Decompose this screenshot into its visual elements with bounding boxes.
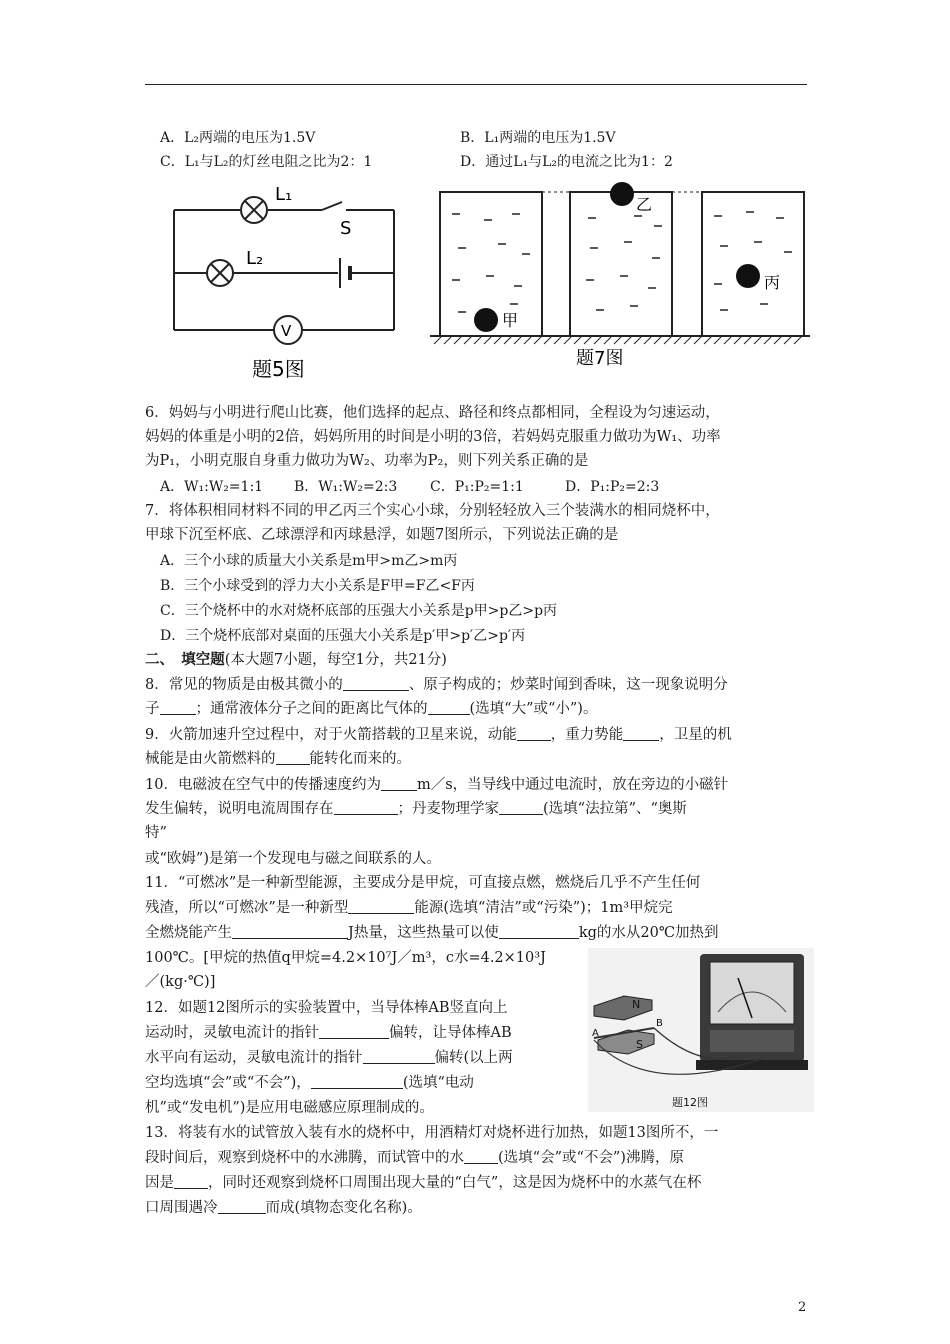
label-bing: 丙 (764, 273, 781, 292)
q13-text: (选填“会”或“不会”)沸腾，原 (498, 1150, 684, 1166)
q9-text: ，重力势能 (550, 727, 624, 743)
q11-blank-1[interactable] (348, 899, 414, 914)
beakers-diagram-fig7 (430, 176, 810, 376)
q7-option-d: D．三个烧杯底部对桌面的压强大小关系是p′甲>p′乙>p′丙 (160, 628, 526, 644)
q5-option-c: C．L₁与L₂的灯丝电阻之比为2：1 (160, 154, 373, 170)
q7-option-c: C．三个烧杯中的水对烧杯底部的压强大小关系是p甲>p乙>p丙 (160, 603, 558, 619)
header-rule (145, 84, 807, 85)
q10-text: ；丹麦物理学家 (397, 801, 499, 817)
q11-text: J热量，这些热量可以使 (348, 925, 499, 941)
q10-blank-1[interactable] (381, 776, 417, 791)
q9-text: 9．火箭加速升空过程中，对于火箭搭载的卫星来说，动能 (145, 727, 517, 743)
q7-line-1: 7．将体积相同材料不同的甲乙丙三个实心小球，分别轻轻放入三个装满水的相同烧杯中， (145, 503, 720, 519)
switch-label: S (340, 218, 352, 239)
q6-line-1: 6．妈妈与小明进行爬山比赛，他们选择的起点、路径和终点都相同，全程设为匀速运动， (145, 405, 720, 421)
q7-option-a: A．三个小球的质量大小关系是m甲>m乙>m丙 (160, 553, 458, 569)
q8-text: ；通常液体分子之间的距离比气体的 (195, 701, 428, 717)
q6-line-2: 妈妈的体重是小明的2倍，妈妈所用的时间是小明的3倍，若妈妈克服重力做功为W₁、功率 (145, 429, 721, 445)
section-2-heading (145, 650, 447, 670)
q10-text: 10．电磁波在空气中的传播速度约为 (145, 777, 381, 793)
q11-blank-3[interactable] (499, 924, 579, 939)
q10-blank-2[interactable] (334, 800, 398, 815)
q10-line-3: 特” (145, 825, 167, 841)
q8-blank-2[interactable] (160, 700, 196, 715)
q11-blank-2[interactable] (232, 924, 348, 939)
q12-text: 偏转，让导体棒AB (389, 1025, 512, 1041)
q6-option-a: A．W₁:W₂=1:1 (160, 479, 264, 495)
q13-text: 口周围遇冷 (145, 1200, 218, 1216)
q11-text: 能源(选填“清洁”或“污染”)；1m³甲烷完 (414, 900, 673, 916)
voltmeter-label: V (281, 322, 292, 340)
q12-blank-2[interactable] (363, 1049, 435, 1064)
fig7-caption: 题7图 (576, 348, 624, 369)
q10-line-4: 或“欧姆”)是第一个发现电与磁之间联系的人。 (145, 851, 441, 867)
q6-option-d: D．P₁:P₂=2:3 (565, 479, 660, 495)
q6-option-b: B．W₁:W₂=2:3 (294, 479, 398, 495)
q13-line-1: 13．将装有水的试管放入装有水的烧杯中，用酒精灯对烧杯进行加热，如题13图所不，一 (145, 1125, 719, 1141)
q9-blank-2[interactable] (623, 726, 659, 741)
page-number: 2 (798, 1300, 807, 1315)
q12-text: 空均选填“会”或“不会”)， (145, 1075, 311, 1091)
q12-text: 水平向有运动，灵敏电流计的指针 (145, 1050, 363, 1066)
q7-line-2: 甲球下沉至杯底、乙球漂浮和丙球悬浮，如题7图所示，下列说法正确的是 (145, 527, 619, 543)
q10-text: (选填“法拉第”、“奥斯 (543, 801, 687, 817)
q13-line-2 (145, 1148, 684, 1168)
ball-bing (736, 264, 760, 288)
q9-text: 能转化而来的。 (309, 751, 411, 767)
q10-line-1 (145, 775, 728, 795)
q9-line-2 (145, 749, 411, 769)
label-yi: 乙 (636, 195, 653, 214)
q13-text: ，同时还观察到烧杯口周围出现大量的“白气”，这是因为烧杯中的水蒸气在杯 (208, 1175, 702, 1191)
q8-blank-3[interactable] (428, 700, 470, 715)
label-jia: 甲 (502, 311, 519, 330)
l1-label: L₁ (275, 184, 293, 205)
fig12-caption: 题12图 (672, 1096, 708, 1109)
q10-line-2 (145, 799, 687, 819)
q11-line-1: 11．“可燃冰”是一种新型能源，主要成分是甲烷，可直接点燃，燃烧后几乎不产生任何 (145, 875, 701, 891)
q8-blank-1[interactable] (343, 676, 409, 691)
q11-line-4: 100℃。[甲烷的热值q甲烷=4.2×10⁷J／m³，c水=4.2×10³J (145, 950, 546, 966)
q9-text: ，卫星的机 (659, 727, 732, 743)
q8-text: 、原子构成的；炒菜时闻到香味，这一现象说明分 (408, 677, 728, 693)
q12-line-5: 机”或“发电机”)是应用电磁感应原理制成的。 (145, 1100, 434, 1116)
q12-blank-3[interactable] (311, 1074, 403, 1089)
q12-text: (选填“电动 (402, 1075, 474, 1091)
q8-line-1 (145, 675, 728, 695)
rod-b-label: B (656, 1018, 663, 1029)
q8-line-2 (145, 699, 597, 719)
q6-option-c: C．P₁:P₂=1:1 (430, 479, 524, 495)
fig5-caption: 题5图 (252, 357, 305, 381)
q9-text: 械能是由火箭燃料的 (145, 751, 276, 767)
q12-line-3 (145, 1048, 513, 1068)
q13-text: 而成(填物态变化名称)。 (265, 1200, 422, 1216)
q9-line-1 (145, 725, 732, 745)
q5-option-b: B．L₁两端的电压为1.5V (460, 130, 616, 146)
q8-text: (选填“大”或“小”)。 (469, 701, 598, 717)
q5-option-a: A．L₂两端的电压为1.5V (160, 130, 316, 146)
q12-line-1: 12．如题12图所示的实验装置中，当导体棒AB竖直向上 (145, 1000, 508, 1016)
magnet-n-label: N (632, 998, 641, 1011)
ball-jia (474, 308, 498, 332)
q10-text: 发生偏转，说明电流周围存在 (145, 801, 334, 817)
section-2-note: (本大题7小题，每空1分，共21分) (224, 652, 447, 668)
q6-line-3: 为P₁，小明克服自身重力做功为W₂、功率为P₂，则下列关系正确的是 (145, 453, 589, 469)
q13-line-3 (145, 1173, 701, 1193)
q12-line-2 (145, 1023, 512, 1043)
q11-text: 全燃烧能产生 (145, 925, 232, 941)
q13-blank-3[interactable] (218, 1199, 266, 1214)
section-2-title: 二、 填空题 (145, 651, 225, 668)
q12-text: 偏转(以上两 (434, 1050, 513, 1066)
q9-blank-3[interactable] (276, 750, 310, 765)
magnet-s-label: S (636, 1038, 643, 1051)
q8-text: 子 (145, 701, 160, 717)
q11-line-3 (145, 923, 719, 943)
q12-text: 运动时，灵敏电流计的指针 (145, 1025, 319, 1041)
q13-blank-1[interactable] (464, 1149, 498, 1164)
q8-text: 8．常见的物质是由极其微小的 (145, 677, 343, 693)
q10-text: m／s，当导线中通过电流时，放在旁边的小磁针 (416, 777, 729, 793)
q5-option-d: D．通过L₁与L₂的电流之比为1：2 (460, 154, 673, 170)
q11-line-2 (145, 898, 673, 918)
q9-blank-1[interactable] (517, 726, 551, 741)
q13-text: 因是 (145, 1175, 174, 1191)
q12-line-4 (145, 1073, 474, 1093)
q7-option-b: B．三个小球受到的浮力大小关系是F甲=F乙<F丙 (160, 578, 475, 594)
q11-text: 残渣，所以“可燃冰”是一种新型 (145, 900, 349, 916)
q10-blank-3[interactable] (499, 800, 543, 815)
circuit-diagram-fig5 (160, 178, 430, 388)
q13-blank-2[interactable] (174, 1174, 208, 1189)
galvanometer-photo-fig12 (588, 948, 814, 1112)
ball-yi (610, 182, 634, 206)
q12-blank-1[interactable] (319, 1024, 389, 1039)
l2-label: L₂ (246, 248, 264, 269)
q13-line-4 (145, 1198, 422, 1218)
q11-text: kg的水从20℃加热到 (578, 925, 719, 941)
q11-line-5: ／(kg·℃)] (145, 974, 216, 990)
rod-a-label: A (592, 1028, 599, 1039)
q13-text: 段时间后，观察到烧杯中的水沸腾，而试管中的水 (145, 1150, 464, 1166)
